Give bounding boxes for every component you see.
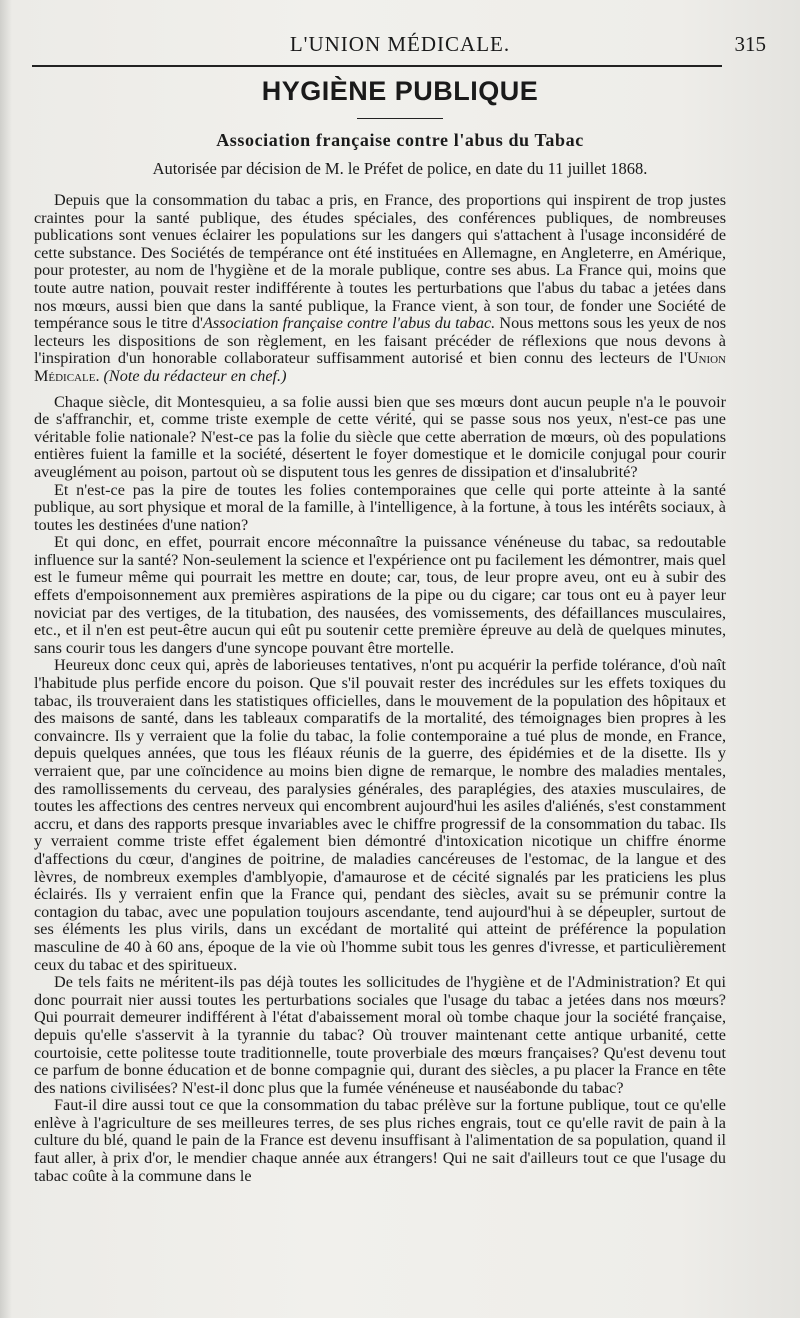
page-number: 315 [734, 32, 766, 56]
paragraph: Et n'est-ce pas la pire de toutes les folies contemporaines que celle qui porte atteinte à la santé publique, au sort physique et moral de la famille, à l'intelligence, à la fortune, à tous les intérêts sociaux, à toutes les destinées d'une nation? [34, 480, 726, 534]
running-title: L'UNION MÉDICALE. [289, 32, 511, 56]
paragraph: De tels faits ne méritent-ils pas déjà toutes les sollicitudes de l'hygiène et de l'Administration? Et qui donc pourrait nier aussi toutes les perturbations sociales que l'usage du tabac a jetées dans nos mœurs? Qui pourrait demeurer indifférent à l'état d'abaissement moral où tombe chaque jour la société française, depuis qu'elle s'asservit à la tyrannie du tabac? Où trouver maintenant cette antique urbanité, cette courtoisie, cette politesse toute traditionnelle, toute proverbiale des mœurs françaises? Qu'est devenu tout ce parfum de bonne éducation et de bonne compagnie qui, durant des siècles, a pu placer la France en tête des nations civilisées? N'est-il donc plus que la fumée vénéneuse et nauséabonde du tabac? [34, 973, 726, 1097]
association-title: Association française contre l'abus du Tabac [216, 130, 584, 150]
running-header [0, 30, 800, 58]
section-title-rule [357, 118, 443, 119]
intro-text-part1: Depuis que la consommation du tabac a pris, en France, des proportions qui inspirent de trop justes craintes pour la santé publique, des études spéciales, des conférences publiques, de nombreuses publications sont venues éclairer les populations sur les dangers qui s'attachent à l'usage inconsidéré de cette substance. Des Sociétés de tempérance ont été instituées en Allemagne, en Angleterre, en Amérique, pour protester, au nom de l'hygiène et de la morale publique, contre ses abus. La France qui, moins que toute autre nation, pouvait rester indifférente à toutes les perturbations que l'abus du tabac a jetées dans nos mœurs, aussi bien que dans la santé publique, la France vient, à son tour, de fonder une Société de tempérance sous le titre d' [34, 191, 726, 333]
paragraph: Et qui donc, en effet, pourrait encore méconnaître la puissance vénéneuse du tabac, sa redoutable influence sur la santé? Non-seulement la science et l'expérience ont pu facilement les démontrer, mais quel est le fumeur même qui pourrait les mettre en doute; car, tous, de leur propre aveu, ont eu à subir des effets d'empoisonnement aux premières aspirations de la pipe ou du cigare; car tous ont eu à payer leur noviciat par des vertiges, de la titubation, des nausées, des vomissements, des défaillances musculaires, etc., et il n'en est peut-être aucun qui eût pu soutenir cette première épreuve au delà de quelques minutes, sans courir tous les dangers d'une syncope pouvant être mortelle. [34, 533, 726, 657]
intro-paragraph [34, 192, 726, 386]
paragraph: Chaque siècle, dit Montesquieu, a sa folie aussi bien que ses mœurs dont aucun peuple n'a le pouvoir de s'affranchir, et, comme triste exemple de cette vérité, qui se passe sous nos yeux, n'est-ce pas une véritable folie nationale? N'est-ce pas la folie du siècle que cette aberration de mœurs, où des populations entières fuient la famille et la société, désertent le foyer domestique et le domicile conjugal pour courir aveuglément au poison, partout où se disputent tous les genres de dissipation et d'insalubrité? [34, 392, 726, 481]
intro-text-part2: Nous mettons sous les yeux de nos lecteurs les dispositions de son règlement, en les faisant précéder de réflexions que nous devons à l'inspiration d'un honorable collaborateur suffisamment autorisé et bien connu des lecteurs de l' [34, 314, 727, 368]
paragraph: Faut-il dire aussi tout ce que la consommation du tabac prélève sur la fortune publique, tout ce qu'elle enlève à l'agriculture de ses meilleures terres, de ses plus riches engrais, tout ce qu'elle ravit de pain à la culture du blé, quand le pain de la France est devenu insuffisant à l'alimentation de sa population, quand il faut aller, à prix d'or, le mendier chaque année aux étrangers! Qui ne sait d'ailleurs tout ce que l'usage du tabac coûte à la commune dans le [34, 1096, 726, 1185]
header-rule [32, 65, 722, 67]
section-title: HYGIÈNE PUBLIQUE [261, 76, 539, 106]
paragraph: Heureux donc ceux qui, après de laborieuses tentatives, n'ont pu acquérir la perfide tolérance, d'où naît l'habitude plus perfide encore du poison. Que s'il pouvait rester des incrédules sur les effets toxiques du tabac, ils trouveraient dans les statistiques officielles, dans le mouvement de la population des hôpitaux et des maisons de santé, dans les tableaux comparatifs de la mortalité, des témoignages bien propres à les convaincre. Ils y verraient que la folie du tabac, la folie contemporaine a tué plus de monde, en France, depuis quelques années, que tous les fléaux réunis de la guerre, des épidémies et de la disette. Ils y verraient que, par une coïncidence au moins bien digne de remarque, le nombre des maladies mentales, des ramollissements du cerveau, des paralysies générales, des paraplégies, des ataxies musculaires, de toutes les affections des centres nerveux qui encombrent aujourd'hui les asiles d'aliénés, s'est constamment accru, et dans des rapports presque invariables avec le chiffre progressif de la consommation du tabac. Ils y verraient comme triste effet également bien démontré d'intoxication nicotique un chiffre énorme d'affections du cœur, d'angines de poitrine, de maladies cancéreuses de l'estomac, de la langue et des lèvres, de nombreux exemples d'amblyopie, d'amaurose et de cécité signalés par les praticiens les plus éclairés. Ils y verraient enfin que la France qui, pendant des siècles, avait su se prémunir contre la contagion du tabac, avec une population toujours ascendante, tend aujourd'hui à se dépeupler, surtout de ses éléments les plus virils, dans un excédant de mortalité qui atteint de préférence la population masculine de 40 à 60 ans, époque de la vie où l'homme subit tous les genres d'ivresse, et particulièrement ceux du tabac et des spiritueux. [34, 656, 726, 974]
journal-name: Union Médicale. [34, 349, 726, 385]
association-name: Association française contre l'abus du tabac. [202, 314, 496, 333]
editor-note: (Note du rédacteur en chef.) [103, 366, 287, 385]
article-body [34, 192, 726, 1185]
authorization-line: Autorisée par décision de M. le Préfet de police, en date du 11 juillet 1868. [152, 159, 648, 178]
